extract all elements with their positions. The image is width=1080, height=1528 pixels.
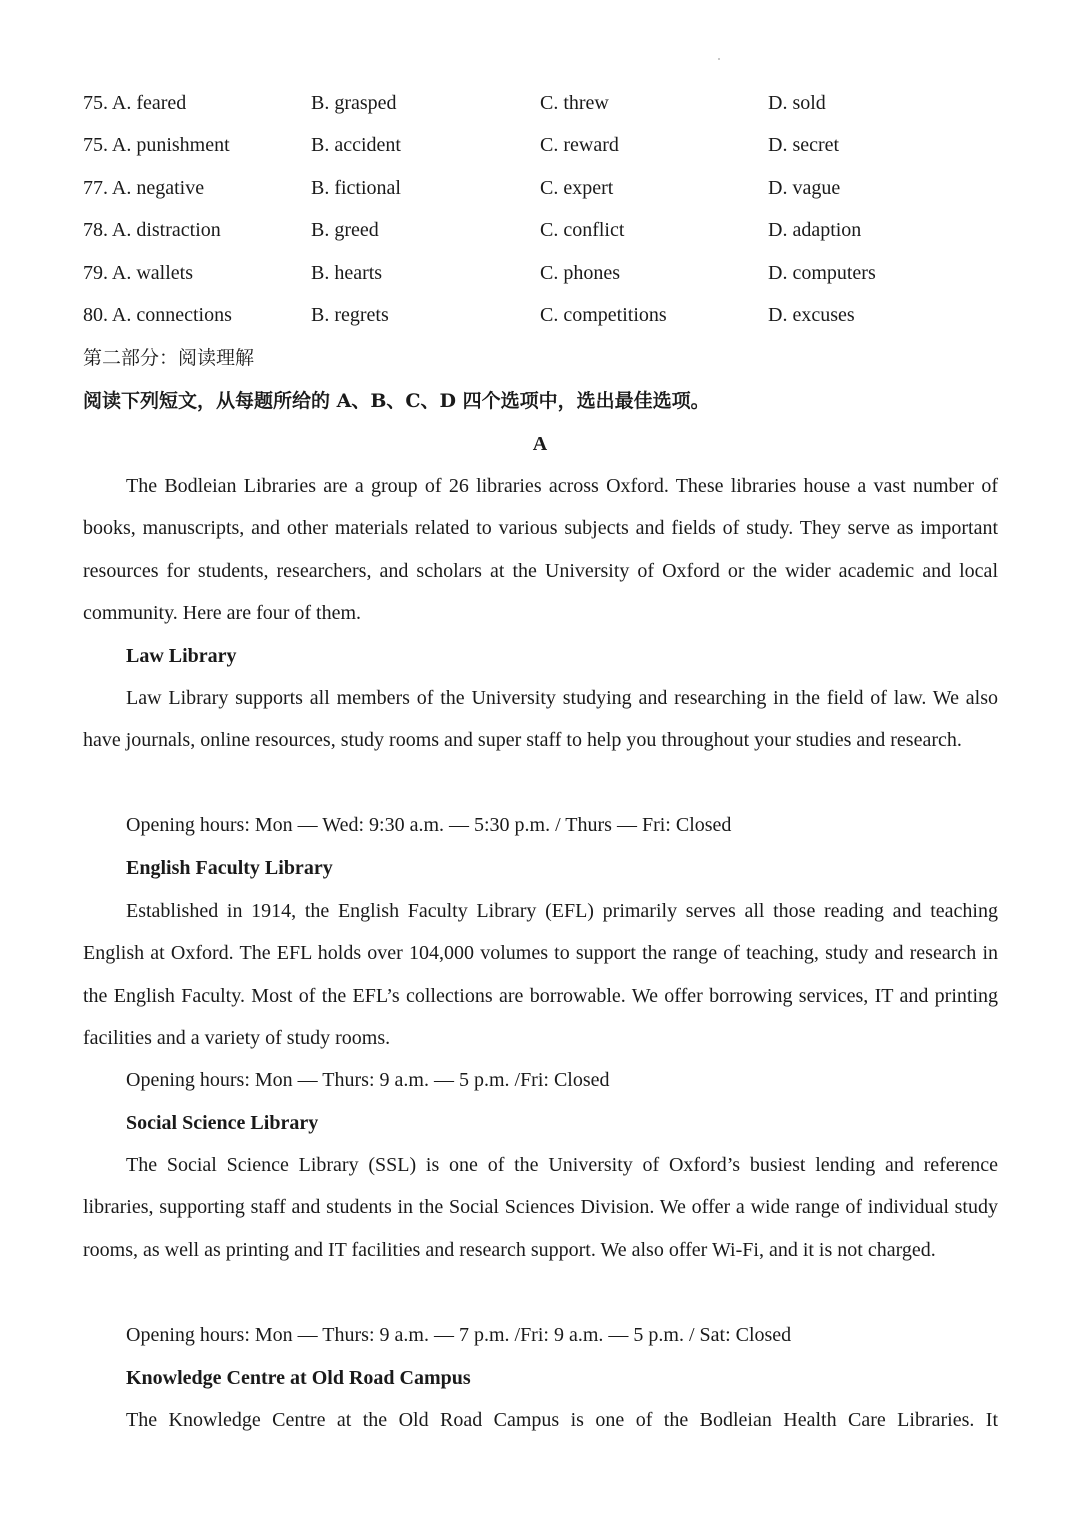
library-heading: Social Science Library: [126, 1112, 319, 1134]
option-row: [83, 124, 1003, 166]
library-description: The Social Science Library (SSL) is one of the University of Oxford’s busiest lending and reference libraries, supporting staff and students in the Social Sciences Division. We offer a wide range of individual study rooms, as well as printing and IT facilities and research support. We also offer Wi-Fi, and it is not charged.: [83, 1154, 998, 1261]
option-a: 77. A. negative: [83, 176, 205, 199]
opening-hours: Opening hours: Mon — Thurs: 9 a.m. — 5 p.m. /Fri: Closed: [126, 1069, 610, 1091]
option-a: 80. A. connections: [83, 303, 232, 326]
library-heading: Knowledge Centre at Old Road Campus: [126, 1367, 471, 1389]
option-d: D. computers: [768, 261, 876, 284]
option-c: C. threw: [540, 92, 609, 114]
library-description: Law Library supports all members of the University studying and researching in the field of law. We also have journals, online resources, study rooms and super staff to help you throughout your studies and research.: [83, 687, 998, 752]
option-a: 75. A. punishment: [83, 134, 230, 157]
opening-hours: Opening hours: Mon — Thurs: 9 a.m. — 7 p.m. /Fri: 9 a.m. — 5 p.m. / Sat: Closed: [126, 1324, 792, 1346]
option-b: B. grasped: [311, 92, 397, 114]
option-a: 79. A. wallets: [83, 261, 193, 284]
option-b: B. regrets: [311, 303, 389, 326]
section-title: 第二部分：阅读理解: [83, 347, 255, 369]
option-b: B. fictional: [311, 176, 401, 199]
option-row: [83, 294, 1003, 336]
option-c: C. phones: [540, 261, 620, 284]
option-a: 75. A. feared: [83, 92, 187, 114]
library-description: The Knowledge Centre at the Old Road Campus is one of the Bodleian Health Care Libraries. It: [126, 1409, 998, 1431]
option-d: D. sold: [768, 92, 826, 114]
option-b: B. hearts: [311, 261, 383, 284]
option-table: [83, 82, 1003, 336]
option-d: D. excuses: [768, 303, 855, 326]
library-heading: English Faculty Library: [126, 857, 333, 879]
option-row: [83, 209, 1003, 251]
option-c: C. reward: [540, 134, 619, 157]
option-c: C. expert: [540, 176, 614, 199]
scan-speck: [718, 58, 720, 60]
library-description: Established in 1914, the English Faculty Library (EFL) primarily serves all those reading and teaching English at Oxford. The EFL holds over 104,000 volumes to support the range of teaching, study and research in the English Faculty. Most of the EFL’s collections are borrowable. We offer borrowing services, IT and printing facilities and a variety of study rooms.: [83, 900, 998, 1050]
option-d: D. vague: [768, 176, 841, 199]
option-a: 78. A. distraction: [83, 219, 221, 242]
option-d: D. secret: [768, 134, 840, 157]
library-heading: Law Library: [126, 645, 237, 667]
option-d: D. adaption: [768, 219, 862, 242]
passage-label: A: [532, 433, 548, 455]
option-b: B. greed: [311, 219, 379, 242]
option-row: [83, 252, 1003, 294]
section-instruction: 阅读下列短文，从每题所给的 A、B、C、D 四个选项中，选出最佳选项。: [83, 390, 710, 412]
opening-hours: Opening hours: Mon — Wed: 9:30 a.m. — 5:30 p.m. / Thurs — Fri: Closed: [126, 814, 732, 836]
option-c: C. conflict: [540, 219, 625, 242]
option-row: [83, 167, 1003, 209]
option-b: B. accident: [311, 134, 401, 157]
passage-intro: The Bodleian Libraries are a group of 26 libraries across Oxford. These libraries house a vast number of books, manuscripts, and other materials related to various subjects and fields of study. They serve as important resources for students, researchers, and scholars at the University of Oxford or the wider academic and local community. Here are four of them.: [83, 475, 998, 625]
option-row: [83, 82, 1003, 124]
option-c: C. competitions: [540, 303, 667, 326]
